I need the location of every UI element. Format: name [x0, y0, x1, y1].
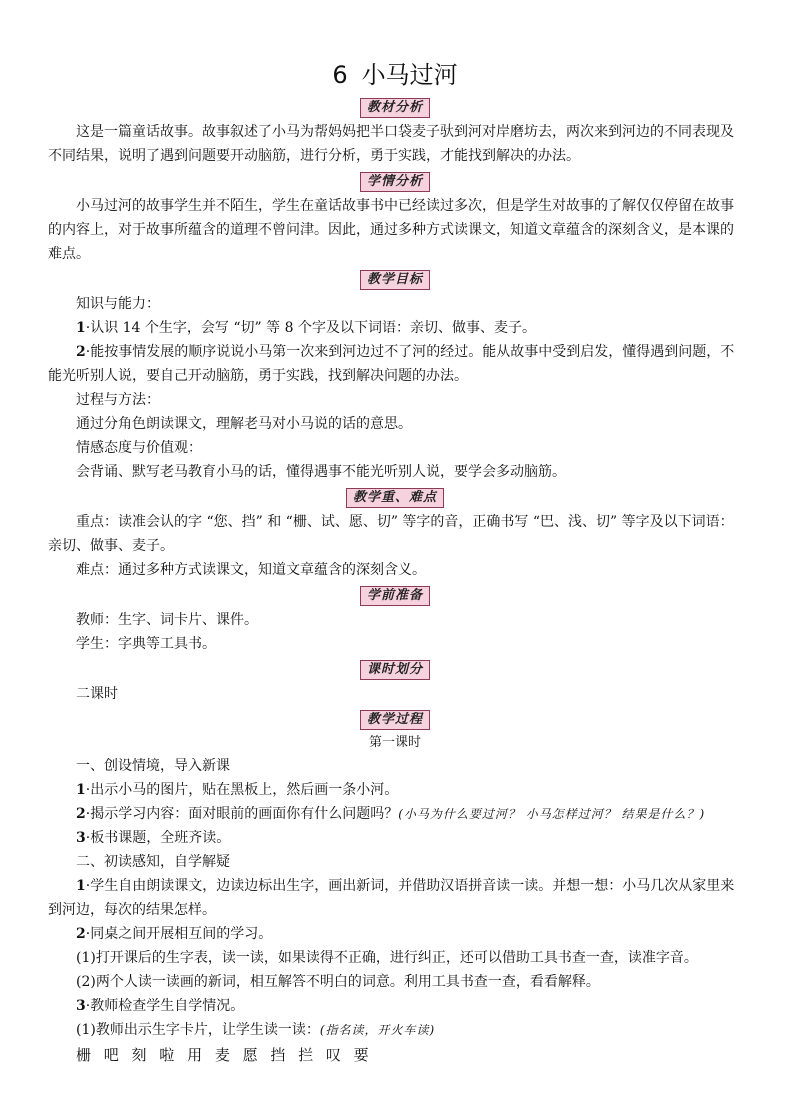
analysis-paragraph: 这是一篇童话故事。故事叙述了小马为帮妈妈把半口袋麦子驮到河对岸磨坊去，两次来到河边的不同表现及不同结果，说明了遇到问题要开动脑筋，进行分析，勇于实践，才能找到解决的办法。	[48, 124, 734, 164]
section-badge-students: 学情分析	[360, 172, 430, 192]
step-2-1-text: 学生自由朗读课文，边读边标出生字，画出新词，并借助汉语拼音读一读。并想一想：小马几次从家里来到河边，每次的结果怎样。	[48, 878, 735, 918]
goal-process-text: 通过分角色朗读课文，理解老马对小马说的话的意思。	[76, 416, 412, 432]
prep-student: 学生：字典等工具书。	[76, 636, 216, 652]
goal-knowledge-2: 2·能按事情发展的顺序说说小马第一次来到河边过不了河的经过。能从故事中受到启发，懂得遇到问题，不能光听别人说，要自己开动脑筋，勇于实践，找到解决问题的办法。	[48, 344, 735, 384]
difficult-point-paragraph: 难点：通过多种方式读课文，知道文章蕴含的深刻含义。	[76, 562, 426, 578]
lesson-heading: 第一课时	[368, 735, 421, 750]
step-2-2-b: (2)两个人读一读画的新词，相互解答不明白的词意。利用工具书查一查，看看解释。	[76, 974, 600, 990]
section-badge-analysis: 教材分析	[360, 98, 430, 118]
goal-emotion-heading: 情感态度与价值观：	[76, 440, 202, 456]
section-badge-goals: 教学目标	[360, 270, 430, 290]
step-2-2: 2·同桌之间开展相互间的学习。	[76, 926, 273, 942]
step-1-3-text: 板书课题，全班齐读。	[90, 830, 231, 846]
new-characters-list: 栅 吧 刻 啦 用 麦 愿 挡 拦 叹 要	[76, 1046, 373, 1064]
goal-knowledge-heading: 知识与能力：	[76, 296, 160, 312]
goal-emotion-text: 会背诵、默写老马教育小马的话，懂得遇事不能光听别人说，要学会多动脑筋。	[76, 464, 566, 480]
key-point-paragraph: 重点：读准会认的字 “您、挡” 和 “栅、试、愿、切” 等字的音，正确书写 “巴、浅、切” 等字及以下词语：亲切、做事、麦子。	[48, 514, 734, 554]
item-number: 3	[76, 830, 86, 846]
goal-knowledge-1: 1·认识 14 个生字，会写 “切” 等 8 个字及以下词语：亲切、做事、麦子。	[76, 320, 536, 336]
item-number: 2	[76, 926, 86, 942]
section-badge-key-points: 教学重、难点	[346, 488, 444, 508]
step-2-2-text: 同桌之间开展相互间的学习。	[90, 926, 273, 942]
part-1-heading: 一、创设情境，导入新课	[76, 758, 230, 774]
hours-text: 二课时	[76, 686, 118, 702]
step-2-3-text: 教师检查学生自学情况。	[90, 998, 245, 1014]
goal-knowledge-1-text: 认识 14 个生字，会写 “切” 等 8 个字及以下词语：亲切、做事、麦子。	[90, 320, 536, 336]
step-1-3: 3·板书课题，全班齐读。	[76, 830, 231, 846]
item-number: 2	[76, 344, 86, 360]
goal-knowledge-2-text: 能按事情发展的顺序说说小马第一次来到河边过不了河的经过。能从故事中受到启发，懂得遇到问题，不能光听别人说，要自己开动脑筋，勇于实践，找到解决问题的办法。	[48, 344, 735, 384]
prep-teacher: 教师：生字、词卡片、课件。	[76, 612, 258, 628]
lesson-title: 小马过河	[361, 61, 458, 89]
item-number: 1	[76, 320, 86, 336]
item-number: 1	[76, 878, 86, 894]
section-badge-process: 教学过程	[360, 710, 430, 730]
section-badge-hours: 课时划分	[360, 660, 430, 680]
section-badge-preparation: 学前准备	[360, 586, 430, 606]
part-2-heading: 二、初读感知，自学解疑	[76, 854, 230, 870]
step-2-3-a-note: (指名读，开火车读)	[319, 1023, 436, 1037]
step-1-2: 2·揭示学习内容：面对眼前的画面你有什么问题吗？(小马为什么要过河？ 小马怎样过河？ 结果是什么？)	[76, 806, 706, 822]
item-number: 3	[76, 998, 86, 1014]
step-2-2-a: (1)打开课后的生字表，读一读，如果读得不正确，进行纠正，还可以借助工具书查一查，读准字音。	[76, 950, 698, 966]
step-1-2-text: 揭示学习内容：面对眼前的画面你有什么问题吗？	[90, 806, 399, 822]
lesson-number: 6	[332, 61, 348, 89]
item-number: 2	[76, 806, 86, 822]
step-2-3-a	[48, 1018, 742, 1042]
step-1-1: 1·出示小马的图片，贴在黑板上，然后画一条小河。	[76, 782, 399, 798]
item-number: 1	[76, 782, 86, 798]
page-title	[48, 58, 742, 92]
goal-process-heading: 过程与方法：	[76, 392, 160, 408]
step-2-3: 3·教师检查学生自学情况。	[76, 998, 245, 1014]
students-paragraph: 小马过河的故事学生并不陌生，学生在童话故事书中已经读过多次，但是学生对故事的了解仅仅停留在故事的内容上，对于故事所蕴含的道理不曾问津。因此，通过多种方式读课文，知道文章蕴含的深刻含义，是本课的难点。	[48, 198, 734, 262]
step-1-2-note: (小马为什么要过河？ 小马怎样过河？ 结果是什么？)	[398, 807, 706, 821]
step-1-1-text: 出示小马的图片，贴在黑板上，然后画一条小河。	[90, 782, 399, 798]
document-page	[48, 58, 742, 1068]
step-2-3-a-text: (1)教师出示生字卡片，让学生读一读：	[76, 1022, 320, 1038]
step-2-1: 1·学生自由朗读课文，边读边标出生字，画出新词，并借助汉语拼音读一读。并想一想：小马几次从家里来到河边，每次的结果怎样。	[48, 878, 735, 918]
